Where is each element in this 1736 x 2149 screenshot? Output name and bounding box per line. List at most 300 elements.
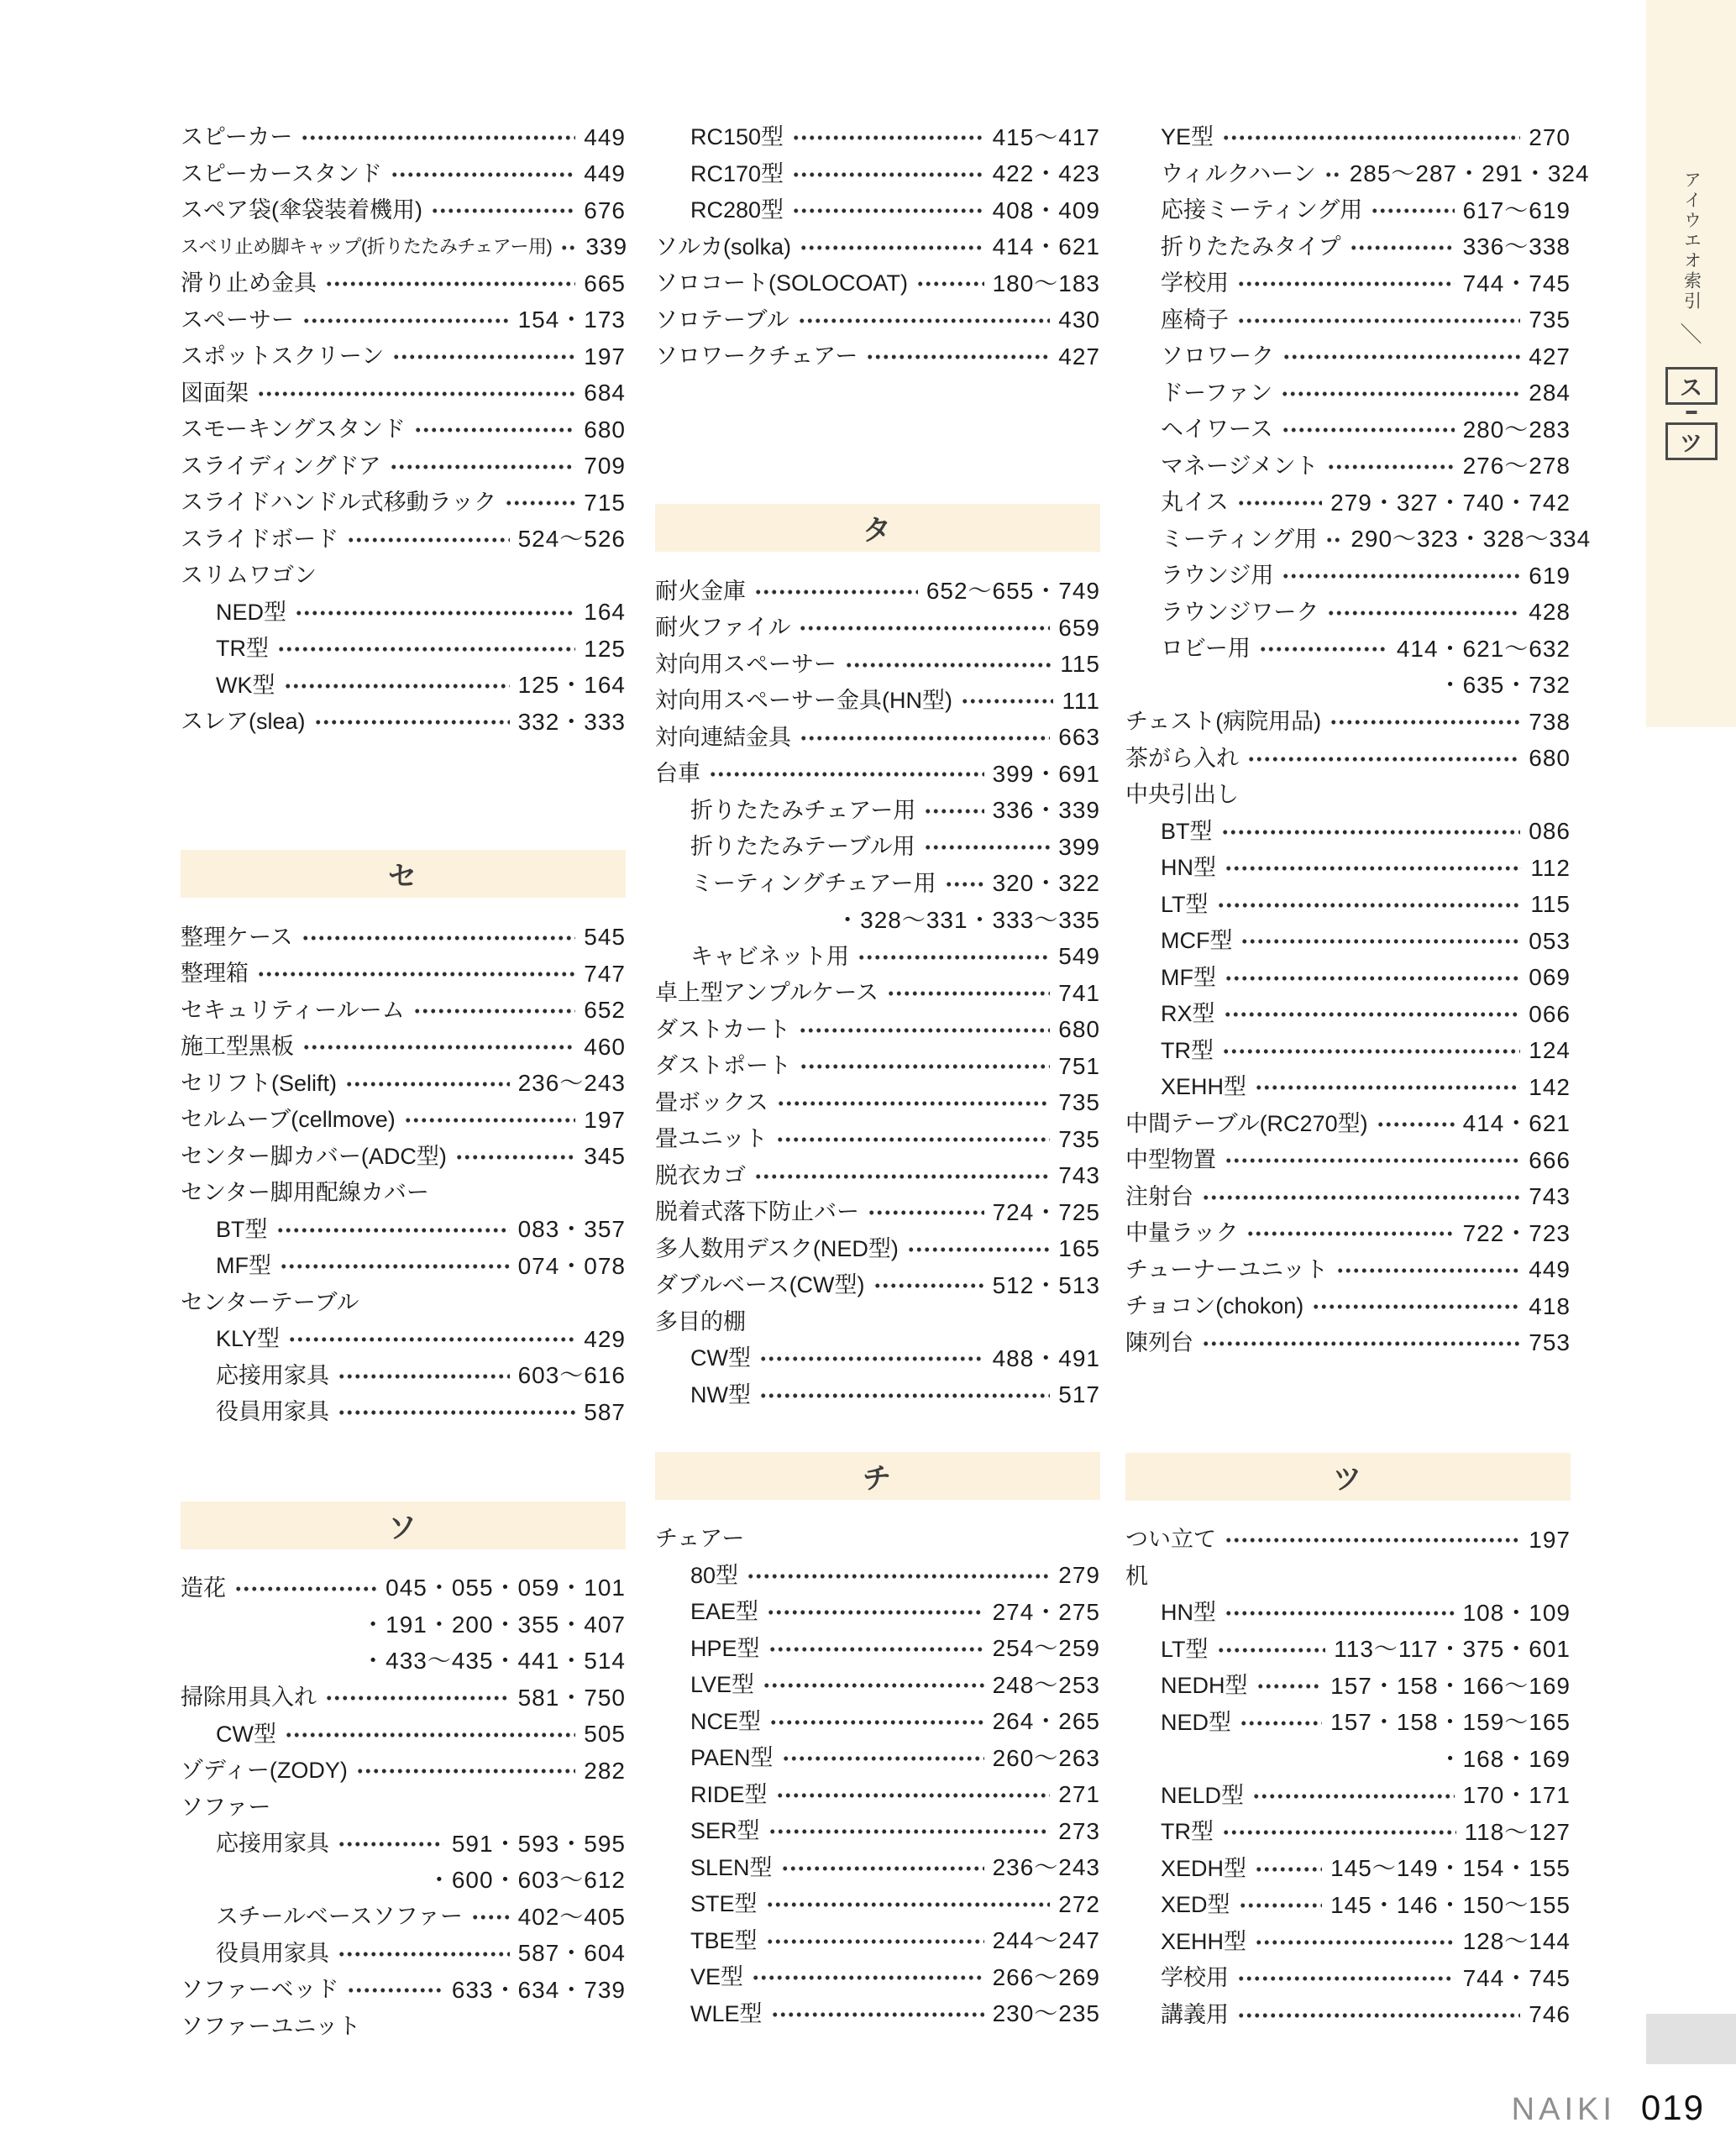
entry-pages: 157・158・159〜165 [1330,1709,1571,1736]
entry-pages: 118〜127 [1464,1818,1571,1845]
index-entry-row [1125,1069,1571,1106]
index-entry-row [1125,996,1571,1033]
entry-label: スチールベースソファー [216,1904,464,1930]
entry-pages: 684 [584,380,626,406]
entry-pages: 197 [1529,1526,1571,1553]
dotted-leader [1246,1215,1454,1252]
index-group-row [181,558,626,595]
index-entry-row [1125,1960,1571,1997]
entry-label: キャビネット用 [690,943,849,969]
index-entry-row [181,522,626,558]
entry-label: CW型 [690,1345,751,1371]
index-entry-row [655,1813,1100,1850]
entry-pages: 086 [1529,818,1571,845]
entry-pages: 418 [1529,1292,1571,1319]
entry-label: ラウンジ用 [1161,563,1274,589]
entry-label: ダストポート [655,1053,791,1079]
dotted-leader [800,1048,1050,1085]
entry-pages: 581・750 [517,1684,626,1711]
entry-pages: 336〜338 [1462,233,1571,260]
entry-pages: 741 [1058,979,1100,1006]
entry-pages: ・635・732 [1438,672,1571,699]
entry-pages: 279・327・740・742 [1330,489,1571,516]
entry-pages: 709 [584,453,626,480]
index-entry-row [181,1066,626,1103]
entry-pages: 399 [1058,833,1100,860]
entry-pages: 066 [1529,1000,1571,1027]
entry-pages: 165 [1058,1235,1100,1262]
index-entry-row [1125,1522,1571,1559]
entry-label: スレア(slea) [181,709,306,735]
dotted-leader [392,338,575,375]
index-group-row [181,1175,626,1212]
index-entry-row [655,939,1100,976]
dotted-leader [302,1029,575,1066]
entry-pages: 157・158・166〜169 [1330,1672,1571,1699]
index-entry-row [655,1923,1100,1960]
sidebar-slash-divider: ＼ [1680,322,1702,347]
dotted-leader [347,522,509,558]
index-entry-row [181,192,626,229]
entry-pages: 488・491 [992,1344,1100,1371]
entry-pages: 271 [1058,1781,1100,1808]
entry-list [1125,119,1592,1361]
entry-pages: 512・513 [992,1271,1100,1298]
entry-label: SLEN型 [690,1854,773,1880]
dotted-leader [1240,923,1520,960]
entry-label: 中央引出し [1125,782,1239,808]
dotted-leader [257,956,575,993]
entry-label: XED型 [1161,1892,1230,1918]
entry-label: 座椅子 [1161,307,1229,333]
index-entry-row [1125,887,1571,924]
index-entry-row [655,119,1100,156]
index-entry-row [181,1607,626,1643]
sidebar-tab-tsu: ツ [1665,422,1718,460]
entry-label: ラウンジワーク [1161,599,1319,625]
entry-label: スペア袋(傘袋装着機用) [181,197,422,223]
dotted-leader [709,756,984,793]
index-entry-row [181,1358,626,1395]
dotted-leader [1377,1106,1455,1143]
entry-label: スピーカー [181,124,293,150]
index-entry-row [181,1248,626,1285]
entry-pages: 260〜263 [992,1744,1100,1771]
dotted-leader [1237,265,1455,302]
entry-pages: 414・621 [1462,1110,1571,1137]
dotted-leader [873,1267,984,1304]
index-entry-row [1125,558,1571,595]
entry-pages: 108・109 [1462,1599,1571,1626]
entry-label: 応接用家具 [216,1362,329,1388]
entry-label: マネージメント [1161,453,1319,479]
index-entry-row [1125,1887,1571,1924]
index-entry-row [655,720,1100,757]
index-entry-row [1125,375,1571,412]
dotted-leader [776,1777,1051,1814]
entry-label: ダストカート [655,1016,791,1042]
entry-pages: 408・409 [992,197,1100,223]
dotted-leader [1330,704,1520,741]
entry-label: 折りたたみタイプ [1161,233,1341,259]
entry-label: 台車 [655,761,700,787]
index-entry-row [1125,923,1571,960]
index-entry-row [655,574,1100,611]
index-entry-row [655,1959,1100,1996]
entry-label: KLY型 [216,1326,281,1352]
dotted-leader [1255,1924,1455,1961]
dotted-leader [338,1826,443,1863]
entry-pages: 743 [1529,1183,1571,1210]
index-entry-row [181,375,626,412]
entry-pages: 587 [584,1398,626,1425]
entry-pages: 415〜417 [992,123,1100,150]
entry-pages: 666 [1529,1146,1571,1173]
dotted-leader [1239,1887,1323,1924]
entry-label: スライディングドア [181,453,381,479]
index-entry-row [181,448,626,485]
entry-pages: 053 [1529,927,1571,954]
dotted-leader [431,192,575,229]
entry-label: 学校用 [1161,270,1229,296]
dotted-leader [777,1085,1051,1122]
entry-label: 脱衣カゴ [655,1162,746,1188]
index-entry-row [655,647,1100,684]
entry-pages: 663 [1058,724,1100,751]
entry-pages: 715 [584,489,626,516]
entry-pages: 180〜183 [992,270,1100,296]
index-entry-row [181,1753,626,1790]
entry-pages: 230〜235 [992,2000,1100,2027]
index-entry-row [655,156,1100,193]
dotted-leader [1225,1142,1520,1179]
entry-pages: 735 [1058,1089,1100,1116]
dotted-leader [1282,558,1520,595]
dotted-leader [356,1753,575,1790]
dotted-leader [338,1936,510,1973]
index-entry-row [655,1158,1100,1195]
dotted-leader [1222,1814,1456,1851]
entry-label: 整理ケース [181,924,293,950]
index-entry-row [181,411,626,448]
index-entry-row [655,338,1100,375]
entry-label: チェアー [655,1526,745,1552]
index-entry-row [655,265,1100,302]
index-entry-row [1125,1325,1571,1362]
entry-label: セキュリティールーム [181,997,405,1023]
entry-pages: 744・745 [1462,1964,1571,1991]
entry-pages: 266〜269 [992,1963,1100,1990]
index-entry-row [1125,631,1571,668]
dotted-leader [1259,631,1388,668]
sidebar-index-title: アイウエオ索引 [1681,170,1702,312]
entry-label: 多人数用デスク(NED型) [655,1235,899,1261]
index-entry-row [655,1740,1100,1777]
entry-pages: 603〜616 [517,1362,626,1389]
index-entry-row [181,595,626,632]
entry-label: 畳ユニット [655,1126,768,1152]
entry-label: 造花 [181,1575,226,1601]
dotted-leader [347,1972,443,2009]
dotted-leader [907,1231,1050,1268]
index-entry-row [181,1899,626,1936]
entry-label: 注射台 [1125,1183,1193,1209]
entry-label: NEDH型 [1161,1673,1248,1699]
dotted-leader [1237,1960,1455,1997]
entry-pages: 735 [1529,307,1571,333]
dotted-leader [766,1886,1051,1923]
dotted-leader [413,993,576,1030]
entry-label: VE型 [690,1964,744,1990]
entry-label: スライドボード [181,526,339,552]
entry-label: ロビー用 [1161,636,1251,662]
entry-label: RX型 [1161,1001,1215,1027]
index-entry-row [181,704,626,741]
entry-pages: 619 [1529,562,1571,589]
dotted-leader [1256,1668,1323,1705]
entry-pages: ・600・603〜612 [427,1867,626,1894]
entry-pages: 273 [1058,1817,1100,1844]
index-entry-row [655,229,1100,266]
index-entry-row [1125,1851,1571,1888]
entry-pages: 676 [584,197,626,223]
entry-label: HN型 [1161,1600,1216,1626]
dotted-leader [754,574,918,611]
dotted-leader [1252,1778,1455,1815]
dotted-leader [769,1704,984,1741]
entry-pages: 154・173 [517,307,626,333]
entry-pages: 336・339 [992,797,1100,824]
entry-pages: 399・691 [992,760,1100,787]
index-entry-row [1125,704,1571,741]
page-number: 019 [1640,2088,1705,2127]
entry-label: BT型 [1161,818,1213,844]
entry-label: スポットスクリーン [181,343,385,370]
dotted-leader [858,939,1050,976]
index-entry-row [1125,485,1571,522]
entry-label: STE型 [690,1891,758,1917]
dotted-leader [771,1996,984,2033]
entry-label: 掃除用具入れ [181,1685,317,1711]
entry-pages: 142 [1529,1073,1571,1100]
dotted-leader [799,1012,1050,1049]
section-header-チ: チ [655,1452,1100,1500]
dotted-leader [800,229,984,266]
dotted-leader [1281,375,1520,412]
entry-label: 学校用 [1161,1965,1229,1991]
entry-pages: 125 [584,635,626,662]
dotted-leader [759,1340,984,1377]
entry-label: 陳列台 [1125,1329,1193,1355]
entry-pages: 743 [1058,1162,1100,1189]
entry-pages: 422・423 [992,160,1100,187]
entry-list [655,574,1100,1414]
entry-label: NELD型 [1161,1782,1245,1808]
index-entry-row [1125,1142,1571,1179]
entry-label: NW型 [690,1381,751,1407]
index-group-row [181,1790,626,1827]
sidebar-index-tab-strip [1646,0,1736,727]
entry-pages: 236〜243 [517,1070,626,1097]
entry-label: RC150型 [690,124,784,150]
index-entry-row [1125,814,1571,851]
entry-label: TR型 [1161,1819,1214,1845]
dotted-leader [1221,814,1521,851]
index-entry-row [1125,1924,1571,1961]
entry-label: ダブルベース(CW型) [655,1272,865,1298]
dotted-leader [1247,741,1520,778]
entry-label: セルムーブ(cellmove) [181,1107,396,1133]
entry-label: 畳ボックス [655,1089,768,1115]
entry-label: ソロテーブル [655,307,789,333]
entry-label: ウィルクハーン [1161,160,1316,186]
dotted-leader [560,229,577,266]
entry-pages: 339 [585,233,628,260]
index-entry-row [1125,1252,1571,1289]
dotted-leader [763,1667,984,1704]
index-entry-row [181,1394,626,1431]
entry-label: センターテーブル [181,1289,359,1315]
dotted-leader [338,1358,510,1395]
index-group-row [655,1304,1100,1341]
entry-pages: 069 [1529,964,1571,991]
index-entry-row [655,793,1100,830]
entry-pages: 744・745 [1462,270,1571,296]
entry-pages: ・168・169 [1438,1745,1571,1772]
entry-label: ソファーユニット [181,2013,361,2039]
entry-label: 卓上型アンプルケース [655,980,878,1006]
entry-pages: 753 [1529,1329,1571,1356]
index-group-row [1125,1559,1571,1596]
index-entry-row [655,1996,1100,2033]
index-entry-row [655,1850,1100,1887]
entry-pages: 115 [1530,891,1571,918]
entry-pages: 197 [584,1106,626,1133]
entry-label: NED型 [1161,1709,1232,1735]
dotted-leader [792,119,984,156]
index-entry-row [1125,850,1571,887]
entry-pages: 680 [584,416,626,443]
index-entry-row [655,610,1100,647]
index-entry-row [181,119,626,156]
entry-label: ソルカ(solka) [655,233,792,259]
index-entry-row [655,1121,1100,1158]
entry-pages: 284 [1529,380,1571,406]
entry-label: LVE型 [690,1672,755,1698]
section-header-ツ: ツ [1125,1453,1571,1501]
index-entry-row [1125,960,1571,997]
entry-label: RC280型 [690,197,784,223]
index-column-3 [1125,119,1592,2033]
dotted-leader [768,1813,1051,1850]
index-entry-row [181,631,626,668]
entry-pages: 427 [1058,343,1100,370]
dotted-leader [1324,156,1341,193]
index-entry-row [181,1680,626,1717]
entry-label: PAEN型 [690,1745,774,1771]
entry-pages: 665 [584,270,626,296]
index-entry-row [655,1594,1100,1631]
index-entry-row [181,1102,626,1139]
entry-pages: 545 [584,924,626,951]
entry-pages: 449 [584,123,626,150]
index-entry-row [655,1377,1100,1414]
entry-label: CW型 [216,1721,276,1747]
index-entry-row [181,1717,626,1753]
dotted-leader [1225,850,1522,887]
dotted-leader [800,720,1050,757]
index-entry-row [1125,1288,1571,1325]
entry-pages: 170・171 [1462,1782,1571,1809]
dotted-leader [766,1923,984,1960]
entry-pages: ・328〜331・333〜335 [836,906,1100,933]
index-entry-row [655,1048,1100,1085]
dotted-leader [798,302,1051,339]
index-entry-row [1125,1814,1571,1851]
entry-label: スピーカースタンド [181,160,383,186]
index-entry-row [1125,448,1571,485]
dotted-leader [792,156,984,193]
entry-pages: 112 [1530,854,1571,881]
entry-pages: 264・265 [992,1708,1100,1735]
entry-pages: 549 [1058,943,1100,970]
dotted-leader [301,119,575,156]
entry-label: 対向連結金具 [655,724,791,750]
entry-label: YE型 [1161,124,1214,150]
index-column-2 [655,119,1100,2032]
entry-pages: 279 [1058,1562,1100,1589]
index-entry-row [1125,1668,1571,1705]
dotted-leader [257,375,575,412]
dotted-leader [1327,595,1520,632]
entry-pages: 524〜526 [517,526,626,553]
entry-label: チューナーユニット [1125,1256,1329,1282]
index-entry-row [181,668,626,705]
index-entry-row [181,1972,626,2009]
entry-pages: 751 [1058,1052,1100,1079]
entry-pages: 505 [584,1721,626,1748]
entry-label: つい立て [1125,1527,1216,1553]
entry-label: ミーティングチェアー用 [690,870,936,896]
entry-label: RC170型 [690,160,784,186]
dotted-leader [390,448,576,485]
dotted-leader [325,1680,510,1717]
dotted-leader [414,411,575,448]
entry-pages: 724・725 [992,1198,1100,1225]
entry-label: NCE型 [690,1708,762,1734]
entry-label: 耐火金庫 [655,578,746,604]
index-entry-row [1125,411,1571,448]
dotted-leader [404,1102,576,1139]
dotted-leader [747,1558,1050,1595]
entry-label: 応接用家具 [216,1831,329,1857]
entry-label: LT型 [1161,891,1209,917]
entry-pages: ・191・200・355・407 [361,1611,626,1638]
entry-label: チェスト(病院用品) [1125,709,1322,735]
entry-label: 役員用家具 [216,1399,329,1425]
index-entry-row [181,956,626,993]
section-header-タ: タ [655,504,1100,552]
entry-pages: 680 [1529,745,1571,772]
page-edge-marker [1646,2014,1736,2064]
index-entry-row [655,1012,1100,1049]
index-entry-row [1125,192,1571,229]
entry-pages: 722・723 [1462,1219,1571,1246]
entry-label: 茶がら入れ [1125,745,1239,771]
entry-label: ミーティング用 [1161,526,1318,552]
entry-pages: 276〜278 [1462,453,1571,480]
index-entry-row [1125,265,1571,302]
